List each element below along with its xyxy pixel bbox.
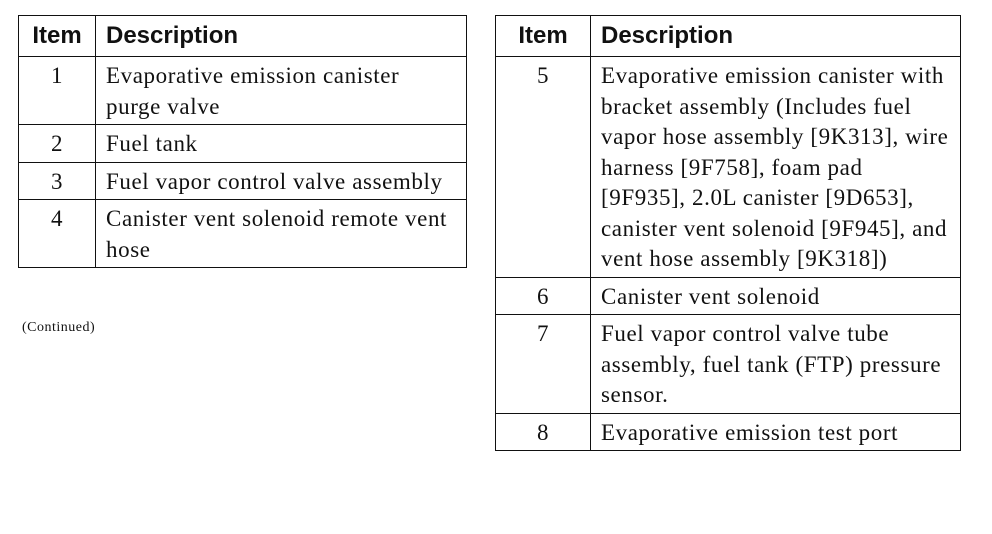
table-row: [496, 315, 961, 414]
item-number: 8: [496, 413, 591, 451]
item-number: 5: [496, 57, 591, 278]
item-number: 6: [496, 277, 591, 315]
table-header-row: [19, 16, 467, 57]
item-description: Fuel tank: [96, 125, 467, 163]
item-number: 4: [19, 200, 96, 268]
table-row: [19, 125, 467, 163]
item-description: Canister vent solenoid remote vent hose: [96, 200, 467, 268]
table-row: [19, 162, 467, 200]
item-description: Fuel vapor control valve tube assembly, fuel tank (FTP) pressure sensor.: [591, 315, 961, 414]
table-row: [19, 200, 467, 268]
item-number: 7: [496, 315, 591, 414]
item-column-header: Item: [19, 16, 96, 57]
item-number: 3: [19, 162, 96, 200]
table-row: [496, 57, 961, 278]
item-description: Evaporative emission test port: [591, 413, 961, 451]
continued-note: (Continued): [22, 320, 96, 335]
table-header-row: [496, 16, 961, 57]
table-row: [496, 277, 961, 315]
item-column-header: Item: [496, 16, 591, 57]
parts-table-left: [18, 15, 467, 268]
item-description: Evaporative emission canister with bracket assembly (Includes fuel vapor hose assembly [9K313], wire harness [9F758], foam pad [9F935], 2.0L canister [9D653], canister vent solenoid [9F945], and vent hose assembly [9K318]): [591, 57, 961, 278]
item-number: 2: [19, 125, 96, 163]
item-description: Fuel vapor control valve assembly: [96, 162, 467, 200]
table-row: [19, 57, 467, 125]
parts-table-right: [495, 15, 961, 451]
item-description: Evaporative emission canister purge valve: [96, 57, 467, 125]
item-description: Canister vent solenoid: [591, 277, 961, 315]
table-row: [496, 413, 961, 451]
description-column-header: Description: [591, 16, 961, 57]
description-column-header: Description: [96, 16, 467, 57]
item-number: 1: [19, 57, 96, 125]
